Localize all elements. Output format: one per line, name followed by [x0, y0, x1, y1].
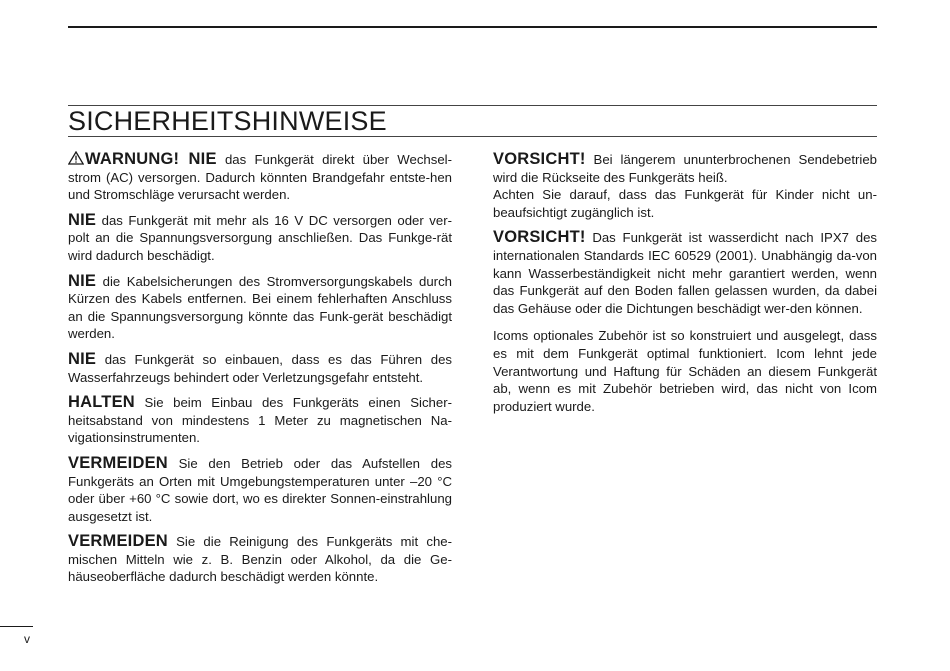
paragraph-text: Bei längerem ununterbrochenen Sendebetrieb wird die Rückseite des Funkgeräts heiß. — [493, 152, 877, 185]
paragraph-text: das Funkgerät mit mehr als 16 V DC versorgen oder ver-polt an die Spannungsversorgung anschließen. Das Funkge-rät wird dadurch beschädigt. — [68, 212, 452, 263]
paragraph-text: die Kabelsicherungen des Stromversorgungskabels durch Kürzen des Kabels entfernen. Bei einem fehlerhaften Anschluss an die Spannungsversorgung könnte das Funk-gerät beschädigt werden. — [68, 273, 452, 342]
safety-paragraph — [68, 533, 452, 586]
paragraph-text: das Funkgerät so einbauen, dass es das Führen des Wasserfahrzeugs behindert oder Verletzungsgefahr entsteht. — [68, 351, 452, 385]
paragraph-keyword: VORSICHT! — [493, 228, 586, 247]
paragraph-text: Sie die Reinigung des Funkgeräts mit che-mischen Mitteln wie z. B. Benzin oder Alkohol, da die Ge-häuseoberfläche dadurch beschädigt werden könnte. — [68, 534, 452, 585]
paragraph-text: Sie den Betrieb oder das Aufstellen des Funkgeräts an Orten mit Umgebungstemperaturen unter –20 °C oder über +60 °C sowie dort, wo es direkter Sonnen-einstrahlung ausgesetzt ist. — [68, 455, 452, 524]
warning-triangle-icon — [68, 151, 84, 165]
caution-paragraph — [493, 229, 877, 317]
paragraph-keyword: WARNUNG! NIE — [85, 150, 217, 168]
accessory-paragraph — [493, 327, 877, 415]
right-column — [493, 151, 877, 421]
header-rule — [68, 26, 877, 28]
paragraph-keyword: HALTEN — [68, 393, 135, 412]
page-number-rule — [0, 626, 33, 627]
paragraph-keyword: VORSICHT! — [493, 150, 586, 168]
paragraph-keyword: NIE — [68, 210, 97, 229]
section-title: SICHERHEITSHINWEISE — [68, 106, 387, 136]
paragraph-keyword: VERMEIDEN — [68, 453, 168, 472]
warning-paragraph — [68, 151, 452, 204]
caution-paragraph — [493, 151, 877, 186]
safety-paragraph — [68, 455, 452, 525]
paragraph-text: Achten Sie darauf, dass das Funkgerät für Kinder nicht un-beaufsichtigt zugänglich ist. — [493, 187, 877, 220]
safety-paragraph — [68, 394, 452, 447]
paragraph-text: Icoms optionales Zubehör ist so konstruiert und ausgelegt, dass es mit dem Funkgerät optimal funktioniert. Icom lehnt jede Verantwortung und Haftung für Schäden an diesem Funkgerät ab, wenn es mit Zubehör betrieben wird, das nicht von Icom produziert wurde. — [493, 328, 877, 414]
safety-paragraph — [68, 351, 452, 386]
left-column — [68, 151, 452, 594]
safety-paragraph — [68, 273, 452, 343]
page-number: v — [24, 632, 30, 646]
paragraph-text: Sie beim Einbau des Funkgeräts einen Sicher-heitsabstand von mindestens 1 Meter zu magnetischen Na-vigationsinstrumenten. — [68, 395, 452, 446]
paragraph-keyword: VERMEIDEN — [68, 532, 168, 551]
title-rule-bottom — [68, 136, 877, 137]
paragraph-text: Das Funkgerät ist wasserdicht nach IPX7 des internationalen Standards IEC 60529 (2001). Unabhängig da-von kann Wasserbeständigkeit nicht mehr garantiert werden, wenn das Funkgerät auf den Boden fallen gelassen wurden, da dabei das Gehäuse oder die Dichtungen beschädigt wer-den können. — [493, 230, 877, 316]
caution-paragraph — [493, 186, 877, 221]
paragraph-keyword: NIE — [68, 271, 97, 290]
paragraph-keyword: NIE — [68, 349, 97, 368]
paragraph-text: das Funkgerät direkt über Wechsel-strom (AC) versorgen. Dadurch könnten Brandgefahr entste-hen und Stromschläge verursacht werden. — [68, 152, 452, 203]
safety-paragraph — [68, 212, 452, 265]
